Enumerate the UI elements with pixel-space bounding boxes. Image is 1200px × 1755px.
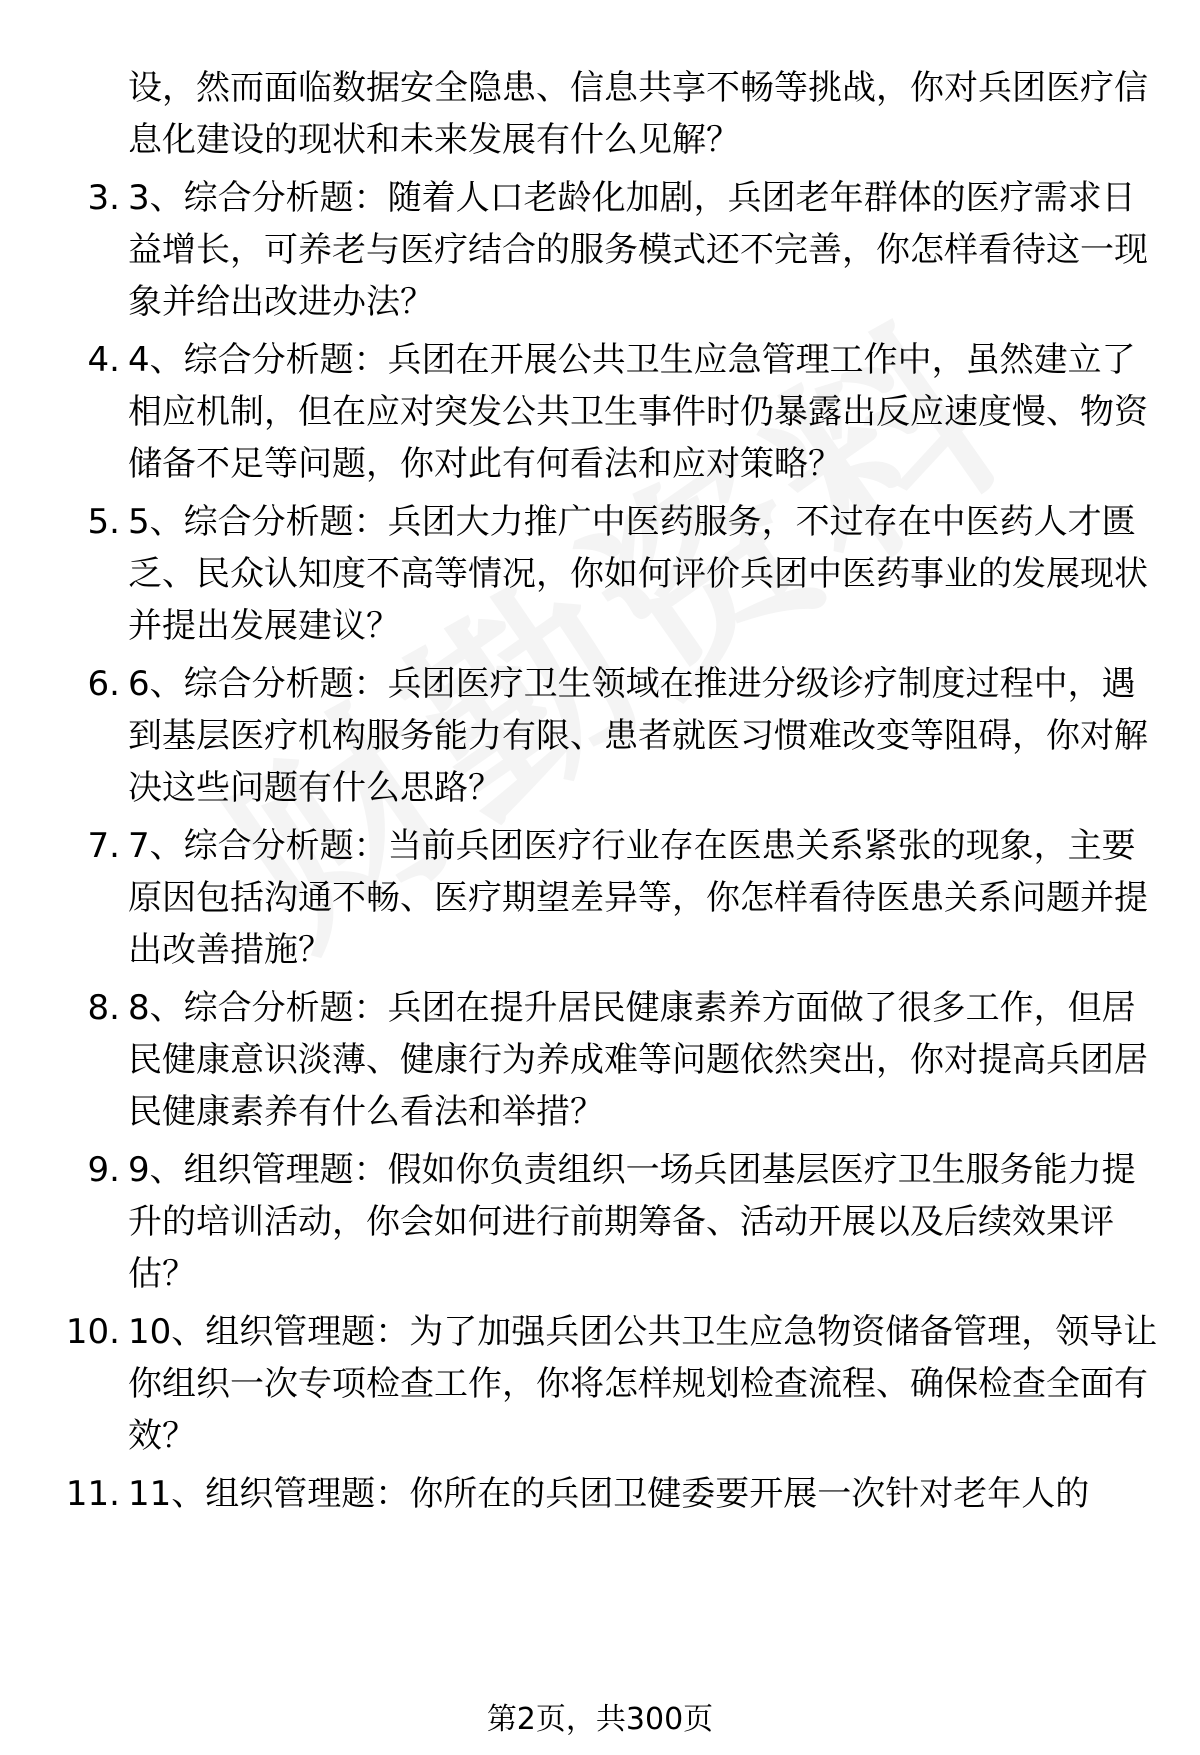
question-text: 7、综合分析题：当前兵团医疗行业存在医患关系紧张的现象，主要原因包括沟通不畅、医疗期望差异等，你怎样看待医患关系问题并提出改善措施？ [128,826,1148,970]
question-number: 10. [65,1312,120,1352]
question-text: 4、综合分析题：兵团在开展公共卫生应急管理工作中，虽然建立了相应机制，但在应对突发公共卫生事件时仍暴露出反应速度慢、物资储备不足等问题，你对此有何看法和应对策略？ [128,340,1148,484]
question-text: 8、综合分析题：兵团在提升居民健康素养方面做了很多工作，但居民健康意识淡薄、健康行为养成难等问题依然突出，你对提高兵团居民健康素养有什么看法和举措？ [128,988,1148,1132]
question-text: 10、组织管理题：为了加强兵团公共卫生应急物资储备管理，领导让你组织一次专项检查工作，你将怎样规划检查流程、确保检查全面有效？ [128,1312,1158,1456]
question-text: 5、综合分析题：兵团大力推广中医药服务，不过存在中医药人才匮乏、民众认知度不高等情况，你如何评价兵团中医药事业的发展现状并提出发展建议？ [128,502,1148,646]
question-number: 4. [87,340,120,380]
page-footer: 第2页，共300页 [486,1702,714,1737]
question-number: 5. [87,502,120,542]
question-text: 3、综合分析题：随着人口老龄化加剧，兵团老年群体的医疗需求日益增长，可养老与医疗结合的服务模式还不完善，你怎样看待这一现象并给出改进办法？ [128,178,1148,322]
question-continuation-text: 设，然而面临数据安全隐患、信息共享不畅等挑战，你对兵团医疗信息化建设的现状和未来发展有什么见解？ [128,68,1148,160]
question-number: 7. [87,826,120,866]
question-text: 11、组织管理题：你所在的兵团卫健委要开展一次针对老年人的 [128,1474,1090,1514]
question-number: 11. [65,1474,120,1514]
question-number: 8. [87,988,120,1028]
question-number: 6. [87,664,120,704]
question-text: 6、综合分析题：兵团医疗卫生领域在推进分级诊疗制度过程中，遇到基层医疗机构服务能力有限、患者就医习惯难改变等阻碍，你对解决这些问题有什么思路？ [128,664,1148,808]
question-text: 9、组织管理题：假如你负责组织一场兵团基层医疗卫生服务能力提升的培训活动，你会如何进行前期筹备、活动开展以及后续效果评估？ [128,1150,1136,1294]
question-number: 9. [87,1150,120,1190]
question-number: 3. [87,178,120,218]
